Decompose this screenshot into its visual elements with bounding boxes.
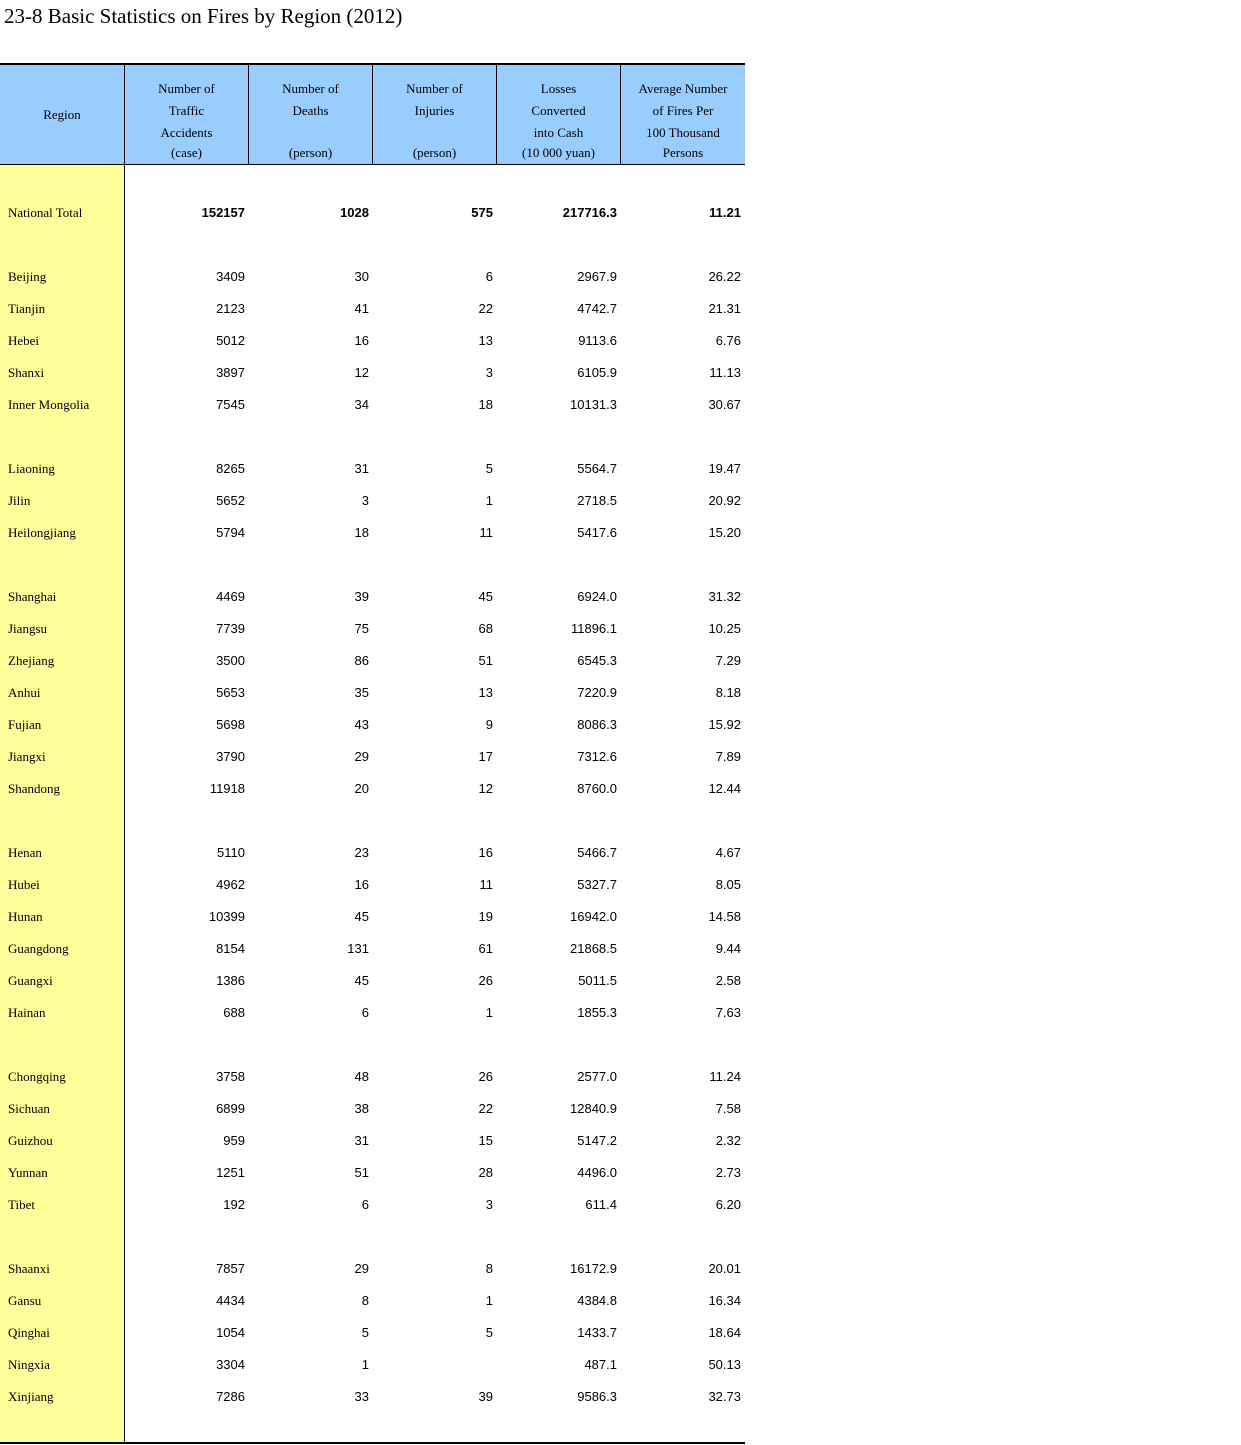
region-name: Shandong bbox=[8, 781, 60, 796]
cell-value: 21868.5 bbox=[570, 941, 617, 956]
cell-value: 11 bbox=[479, 525, 493, 540]
cell-value: 68 bbox=[478, 621, 493, 636]
cell-value: 2967.9 bbox=[577, 269, 617, 284]
cell-value: 51 bbox=[478, 653, 493, 668]
cell-value: 11.13 bbox=[709, 365, 741, 380]
cell-value: 19.47 bbox=[708, 461, 741, 476]
region-name: Jilin bbox=[8, 493, 31, 508]
region-name: Hunan bbox=[8, 909, 43, 924]
cell-value: 16942.0 bbox=[570, 909, 617, 924]
cell-value: 15.92 bbox=[708, 717, 741, 732]
header-losses: Losses Converted into Cash (10 000 yuan) bbox=[496, 65, 620, 164]
cell-value: 26 bbox=[478, 1069, 493, 1084]
cell-value: 17 bbox=[478, 749, 493, 764]
cell-value: 3897 bbox=[216, 365, 245, 380]
cell-value: 7.58 bbox=[715, 1101, 741, 1116]
cell-value: 75 bbox=[354, 621, 369, 636]
national-total-row bbox=[0, 197, 745, 229]
cell-value: 487.1 bbox=[584, 1357, 617, 1372]
cell-value: 5147.2 bbox=[577, 1133, 617, 1148]
cell-value: 7.29 bbox=[715, 653, 741, 668]
cell-value bbox=[372, 1349, 496, 1381]
table-row bbox=[0, 1253, 745, 1285]
region-name: Sichuan bbox=[8, 1101, 50, 1116]
cell-value: 1 bbox=[485, 493, 493, 508]
cell-value: 6105.9 bbox=[577, 365, 617, 380]
region-name: Tianjin bbox=[8, 301, 46, 316]
header-fires-per-100k: Average Number of Fires Per 100 Thousand Persons bbox=[620, 65, 745, 164]
cell-value: 5653 bbox=[216, 685, 245, 700]
region-name: Shanxi bbox=[8, 365, 45, 380]
cell-value: 4742.7 bbox=[577, 301, 617, 316]
cell-value: 28 bbox=[478, 1165, 493, 1180]
cell-value: 3790 bbox=[216, 749, 245, 764]
region-name: Inner Mongolia bbox=[8, 397, 90, 412]
cell-value: 6 bbox=[361, 1005, 369, 1020]
region-name: Anhui bbox=[8, 685, 41, 700]
region-name: Guangxi bbox=[8, 973, 53, 988]
cell-value: 9.44 bbox=[715, 941, 741, 956]
cell-value: 26.22 bbox=[708, 269, 741, 284]
cell-value: 192 bbox=[223, 1197, 245, 1212]
cell-value: 3409 bbox=[216, 269, 245, 284]
cell-value: 22 bbox=[478, 1101, 493, 1116]
cell-value: 16.34 bbox=[708, 1293, 741, 1308]
cell-value: 8154 bbox=[216, 941, 245, 956]
cell-value: 3758 bbox=[216, 1069, 245, 1084]
cell-value: 15.20 bbox=[708, 525, 741, 540]
table-row bbox=[0, 389, 745, 421]
table-row bbox=[0, 1285, 745, 1317]
cell-value: 61 bbox=[478, 941, 493, 956]
cell-value: 4.67 bbox=[715, 845, 741, 860]
cell-value: 5417.6 bbox=[577, 525, 617, 540]
region-name: Xinjiang bbox=[8, 1389, 54, 1404]
cell-value: 7286 bbox=[216, 1389, 245, 1404]
cell-value: 30.67 bbox=[708, 397, 741, 412]
cell-value: 1855.3 bbox=[577, 1005, 617, 1020]
cell-value: 20 bbox=[354, 781, 369, 796]
table-row bbox=[0, 1061, 745, 1093]
cell-value: 9586.3 bbox=[577, 1389, 617, 1404]
table-row bbox=[0, 741, 745, 773]
cell-value: 4434 bbox=[216, 1293, 245, 1308]
table-row bbox=[0, 837, 745, 869]
cell-value: 19 bbox=[478, 909, 493, 924]
cell-value: 7857 bbox=[216, 1261, 245, 1276]
cell-value: 575 bbox=[471, 205, 493, 220]
region-name: Guizhou bbox=[8, 1133, 53, 1148]
cell-value: 8 bbox=[485, 1261, 493, 1276]
table-row bbox=[0, 261, 745, 293]
cell-value: 5 bbox=[361, 1325, 369, 1340]
cell-value: 5 bbox=[485, 1325, 493, 1340]
cell-value: 16172.9 bbox=[570, 1261, 617, 1276]
table-row bbox=[0, 933, 745, 965]
table-row bbox=[0, 1093, 745, 1125]
cell-value: 8.18 bbox=[715, 685, 741, 700]
cell-value: 12 bbox=[354, 365, 369, 380]
table-row bbox=[0, 581, 745, 613]
cell-value: 11896.1 bbox=[570, 621, 617, 636]
cell-value: 13 bbox=[478, 685, 493, 700]
cell-value: 34 bbox=[354, 397, 369, 412]
cell-value: 39 bbox=[478, 1389, 493, 1404]
cell-value: 12840.9 bbox=[570, 1101, 617, 1116]
cell-value: 3304 bbox=[216, 1357, 245, 1372]
cell-value: 18.64 bbox=[708, 1325, 741, 1340]
table-row bbox=[0, 517, 745, 549]
region-name: Jiangsu bbox=[8, 621, 47, 636]
cell-value: 5 bbox=[485, 461, 493, 476]
table-row bbox=[0, 357, 745, 389]
cell-value: 2.58 bbox=[715, 973, 741, 988]
table-header bbox=[0, 65, 745, 165]
cell-value: 611.4 bbox=[585, 1197, 617, 1212]
cell-value: 1 bbox=[485, 1293, 493, 1308]
table-row bbox=[0, 613, 745, 645]
cell-value: 7739 bbox=[216, 621, 245, 636]
cell-value: 2.32 bbox=[715, 1133, 741, 1148]
cell-value: 217716.3 bbox=[562, 205, 617, 220]
cell-value: 3 bbox=[485, 365, 493, 380]
cell-value: 12.44 bbox=[708, 781, 741, 796]
page-title: 23-8 Basic Statistics on Fires by Region (2012) bbox=[4, 4, 403, 28]
region-name: Tibet bbox=[8, 1197, 35, 1212]
region-name: Yunnan bbox=[8, 1165, 48, 1180]
table-row bbox=[0, 1349, 745, 1381]
cell-value: 48 bbox=[354, 1069, 369, 1084]
cell-value: 9 bbox=[485, 717, 493, 732]
region-name: Guangdong bbox=[8, 941, 69, 956]
cell-value: 1028 bbox=[340, 205, 369, 220]
table-row bbox=[0, 677, 745, 709]
cell-value: 31 bbox=[354, 1133, 369, 1148]
header-region: Region bbox=[43, 107, 81, 122]
region-name: Chongqing bbox=[8, 1069, 66, 1084]
cell-value: 2577.0 bbox=[577, 1069, 617, 1084]
region-name: Ningxia bbox=[8, 1357, 50, 1372]
region-name: Fujian bbox=[8, 717, 42, 732]
cell-value: 1386 bbox=[216, 973, 245, 988]
cell-value: 5327.7 bbox=[577, 877, 617, 892]
cell-value: 16 bbox=[478, 845, 493, 860]
cell-value: 18 bbox=[478, 397, 493, 412]
cell-value: 16 bbox=[354, 877, 369, 892]
region-name: Heilongjiang bbox=[8, 525, 76, 540]
region-name: Beijing bbox=[8, 269, 47, 284]
cell-value: 86 bbox=[354, 653, 369, 668]
cell-value: 45 bbox=[478, 589, 493, 604]
region-name: Henan bbox=[8, 845, 42, 860]
cell-value: 11 bbox=[479, 877, 493, 892]
table-row bbox=[0, 645, 745, 677]
cell-value: 13 bbox=[478, 333, 493, 348]
region-name: National Total bbox=[8, 205, 83, 220]
cell-value: 32.73 bbox=[708, 1389, 741, 1404]
cell-value: 31 bbox=[354, 461, 369, 476]
cell-value: 2.73 bbox=[715, 1165, 741, 1180]
table-row bbox=[0, 997, 745, 1029]
cell-value: 7220.9 bbox=[577, 685, 617, 700]
cell-value: 35 bbox=[354, 685, 369, 700]
cell-value: 8.05 bbox=[715, 877, 741, 892]
cell-value: 26 bbox=[478, 973, 493, 988]
cell-value: 7545 bbox=[216, 397, 245, 412]
cell-value: 1 bbox=[485, 1005, 493, 1020]
cell-value: 3500 bbox=[216, 653, 245, 668]
region-name: Hebei bbox=[8, 333, 40, 348]
cell-value: 39 bbox=[354, 589, 369, 604]
table-row bbox=[0, 901, 745, 933]
cell-value: 5110 bbox=[217, 845, 245, 860]
cell-value: 50.13 bbox=[708, 1357, 741, 1372]
cell-value: 15 bbox=[478, 1133, 493, 1148]
cell-value: 5011.5 bbox=[578, 973, 617, 988]
cell-value: 10.25 bbox=[708, 621, 741, 636]
table-row bbox=[0, 293, 745, 325]
region-name: Zhejiang bbox=[8, 653, 55, 668]
cell-value: 1054 bbox=[216, 1325, 245, 1340]
cell-value: 7.63 bbox=[715, 1005, 741, 1020]
cell-value: 5012 bbox=[216, 333, 245, 348]
cell-value: 21.31 bbox=[708, 301, 741, 316]
cell-value: 23 bbox=[354, 845, 369, 860]
table-row bbox=[0, 325, 745, 357]
header-deaths: Number of Deaths (person) bbox=[248, 65, 372, 164]
cell-value: 4469 bbox=[216, 589, 245, 604]
region-name: Hubei bbox=[8, 877, 40, 892]
cell-value: 6 bbox=[361, 1197, 369, 1212]
cell-value: 8760.0 bbox=[577, 781, 617, 796]
cell-value: 152157 bbox=[201, 205, 245, 220]
cell-value: 4384.8 bbox=[577, 1293, 617, 1308]
region-name: Gansu bbox=[8, 1293, 42, 1308]
header-injuries: Number of Injuries (person) bbox=[372, 65, 496, 164]
cell-value: 10399 bbox=[208, 909, 245, 924]
region-name: Shaanxi bbox=[8, 1261, 50, 1276]
cell-value: 8 bbox=[361, 1293, 369, 1308]
cell-value: 2123 bbox=[216, 301, 245, 316]
cell-value: 5466.7 bbox=[577, 845, 617, 860]
cell-value: 16 bbox=[354, 333, 369, 348]
cell-value: 20.92 bbox=[708, 493, 741, 508]
cell-value: 5564.7 bbox=[577, 461, 617, 476]
cell-value: 12 bbox=[478, 781, 493, 796]
cell-value: 45 bbox=[354, 973, 369, 988]
cell-value: 6545.3 bbox=[577, 653, 617, 668]
cell-value: 18 bbox=[354, 525, 369, 540]
cell-value: 30 bbox=[354, 269, 369, 284]
cell-value: 14.58 bbox=[708, 909, 741, 924]
cell-value: 3 bbox=[361, 493, 369, 508]
cell-value: 5794 bbox=[216, 525, 245, 540]
cell-value: 4496.0 bbox=[577, 1165, 617, 1180]
cell-value: 11.24 bbox=[709, 1069, 741, 1084]
cell-value: 7312.6 bbox=[577, 749, 617, 764]
cell-value: 5698 bbox=[216, 717, 245, 732]
cell-value: 8086.3 bbox=[577, 717, 617, 732]
cell-value: 1 bbox=[361, 1357, 369, 1372]
cell-value: 1251 bbox=[216, 1165, 245, 1180]
cell-value: 6.76 bbox=[715, 333, 741, 348]
cell-value: 10131.3 bbox=[570, 397, 617, 412]
cell-value: 4962 bbox=[216, 877, 245, 892]
cell-value: 131 bbox=[347, 941, 369, 956]
table-row bbox=[0, 1381, 745, 1413]
cell-value: 11.21 bbox=[709, 205, 741, 220]
region-name: Hainan bbox=[8, 1005, 46, 1020]
cell-value: 8265 bbox=[216, 461, 245, 476]
table-row bbox=[0, 1157, 745, 1189]
cell-value: 20.01 bbox=[708, 1261, 741, 1276]
header-traffic-accidents: Number of Traffic Accidents (case) bbox=[124, 65, 248, 164]
cell-value: 7.89 bbox=[715, 749, 741, 764]
cell-value: 2718.5 bbox=[577, 493, 617, 508]
cell-value: 688 bbox=[223, 1005, 245, 1020]
bottom-rule bbox=[0, 1442, 745, 1444]
cell-value: 29 bbox=[354, 749, 369, 764]
cell-value: 6 bbox=[485, 269, 493, 284]
cell-value: 6924.0 bbox=[577, 589, 617, 604]
table-row bbox=[0, 485, 745, 517]
cell-value: 31.32 bbox=[708, 589, 741, 604]
table-row bbox=[0, 869, 745, 901]
cell-value: 6.20 bbox=[715, 1197, 741, 1212]
cell-value: 6899 bbox=[216, 1101, 245, 1116]
cell-value: 38 bbox=[354, 1101, 369, 1116]
table-row bbox=[0, 709, 745, 741]
table-row bbox=[0, 965, 745, 997]
cell-value: 45 bbox=[354, 909, 369, 924]
cell-value: 33 bbox=[354, 1389, 369, 1404]
cell-value: 1433.7 bbox=[577, 1325, 617, 1340]
cell-value: 9113.6 bbox=[578, 333, 617, 348]
table-row bbox=[0, 1125, 745, 1157]
region-name: Shanghai bbox=[8, 589, 57, 604]
cell-value: 43 bbox=[354, 717, 369, 732]
cell-value: 3 bbox=[485, 1197, 493, 1212]
cell-value: 11918 bbox=[209, 781, 245, 796]
table-body bbox=[0, 165, 745, 1443]
table-row bbox=[0, 453, 745, 485]
cell-value: 41 bbox=[354, 301, 369, 316]
table-row bbox=[0, 1189, 745, 1221]
cell-value: 29 bbox=[354, 1261, 369, 1276]
cell-value: 51 bbox=[354, 1165, 369, 1180]
table-row bbox=[0, 773, 745, 805]
region-name: Liaoning bbox=[8, 461, 55, 476]
table-row bbox=[0, 1317, 745, 1349]
region-name: Qinghai bbox=[8, 1325, 50, 1340]
cell-value: 22 bbox=[478, 301, 493, 316]
cell-value: 5652 bbox=[216, 493, 245, 508]
region-name: Jiangxi bbox=[8, 749, 46, 764]
cell-value: 959 bbox=[223, 1133, 245, 1148]
fire-statistics-table bbox=[0, 63, 745, 1443]
